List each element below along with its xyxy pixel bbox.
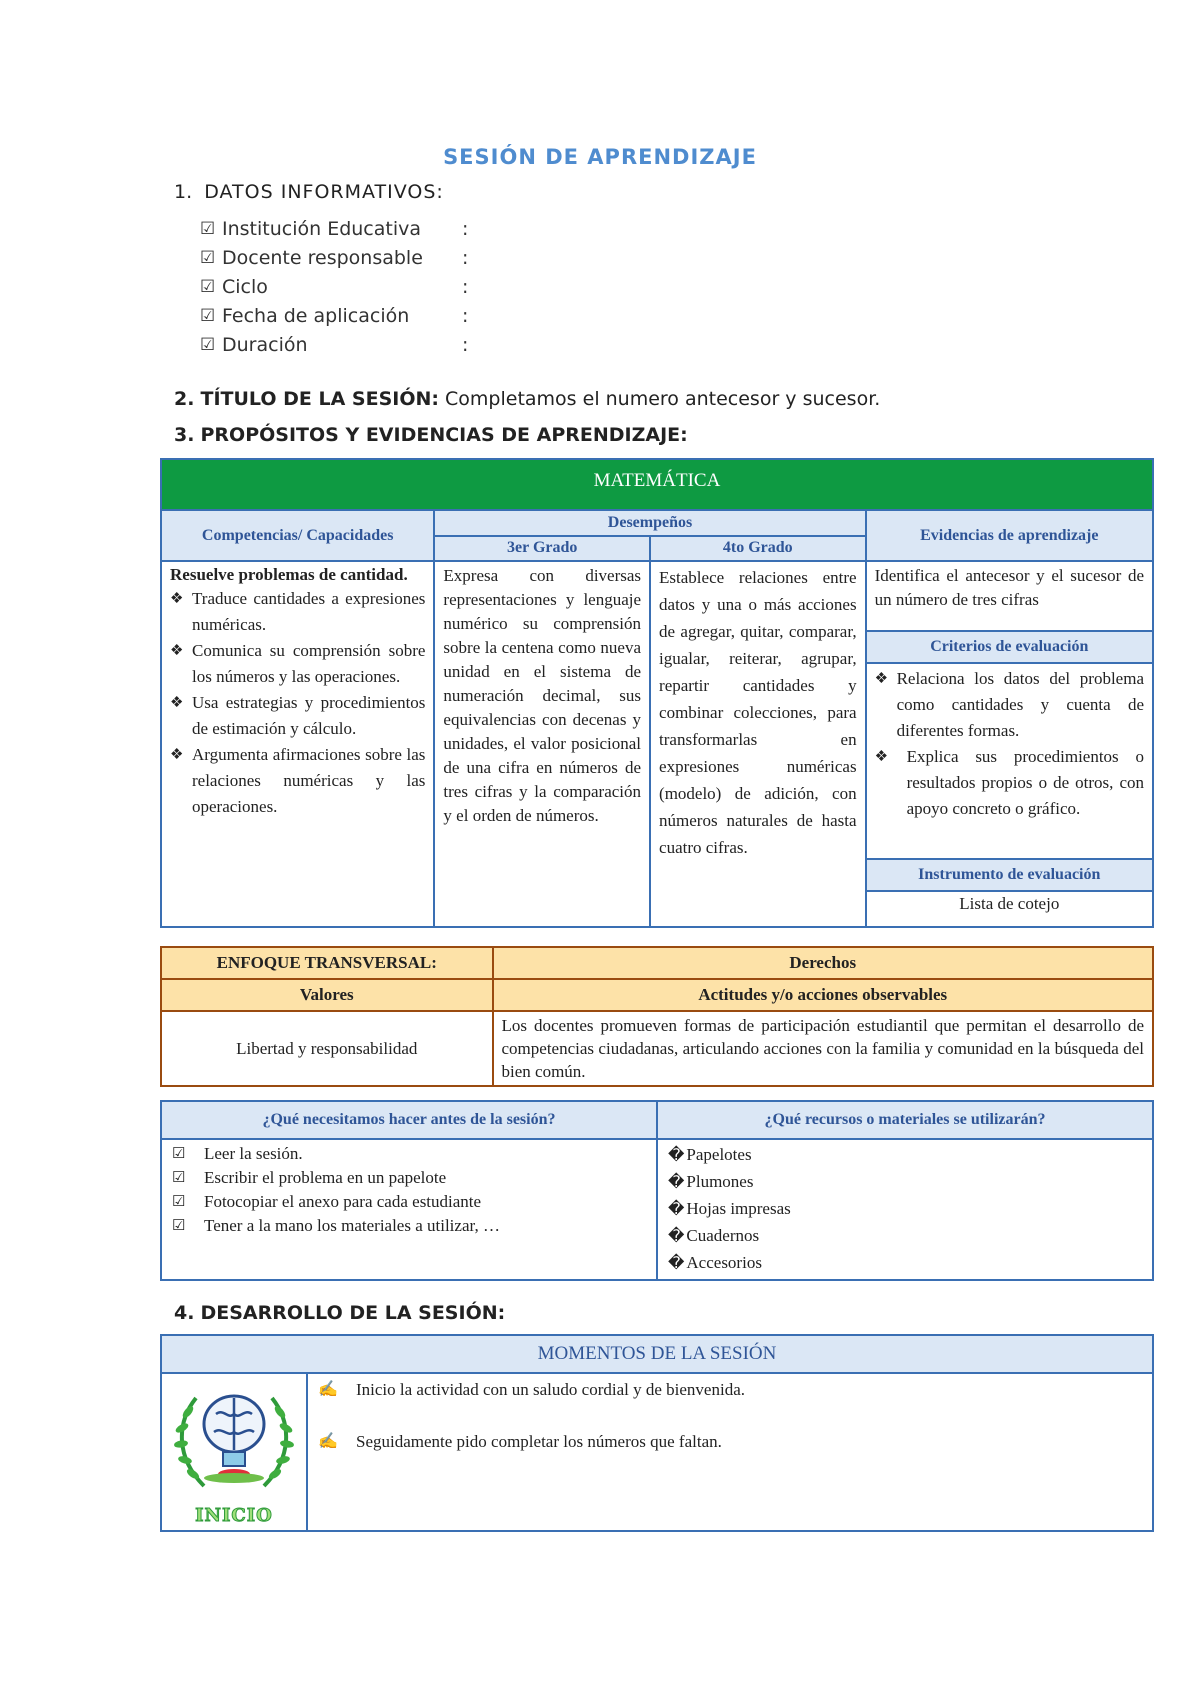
momentos-table [160,1334,1154,1532]
competencia-title: Resuelve problemas de cantidad. [170,565,408,584]
info-row [200,302,468,331]
grade-4-desempeno: Establece relaciones entre datos y una o más acciones de agregar, quitar, comparar, igualar, reiterar, agrupar, repartir cantidades y combinar colecciones, para transformarlas en expresiones numéricas (modelo) de adición, con números naturales de hasta cuatro cifras. [650,561,866,927]
missing-glyph-icon: � [668,1147,685,1164]
criterios-list [875,666,1144,822]
task-text: Tener a la mano los materiales a utilizar, … [204,1216,500,1235]
task-text: Escribir el problema en un papelote [204,1168,447,1187]
grade-4-header: 4to Grado [650,536,866,562]
info-separator: : [462,334,469,356]
info-separator: : [462,218,469,240]
material-item [668,1196,1144,1223]
info-row [200,273,468,302]
matematica-table [160,458,1154,928]
writing-hand-icon: ✍ [318,1433,338,1450]
session-title-value: Completamos el numero antecesor y sucesor. [445,388,881,410]
capacidad-item: ❖ Comunica su comprensión sobre los números y las operaciones. [170,638,425,690]
evidencias-header: Evidencias de aprendizaje [866,510,1153,561]
materials-header: ¿Qué recursos o materiales se utilizarán? [657,1101,1153,1139]
missing-glyph-icon: � [668,1174,685,1191]
task-item [172,1214,648,1238]
instrumento-header: Instrumento de evaluación [866,859,1153,891]
criterio-item: ❖ Relaciona los datos del problema como cantidades y cuenta de diferentes formas. [875,666,1144,744]
info-row [200,244,468,273]
material-item [668,1169,1144,1196]
section-1-label: DATOS INFORMATIVOS: [204,181,444,203]
checkbox-icon: ☑ [200,335,216,355]
inicio-logo-cell [161,1373,307,1531]
section-1-number: 1. [174,181,193,203]
info-row [200,215,468,244]
enfoque-table [160,946,1154,1087]
missing-glyph-icon: � [668,1201,685,1218]
material-item [668,1250,1144,1277]
valores-header: Valores [161,979,493,1011]
action-item [318,1430,1144,1454]
info-row [200,331,468,360]
valor-cell: Libertad y responsabilidad [161,1011,493,1086]
task-item [172,1142,648,1166]
competencias-header: Competencias/ Capacidades [161,510,434,561]
actitud-cell: Los docentes promueven formas de participación estudiantil que permitan el desarrollo de competencias ciudadanas, articulando acciones con la familia y comunidad en la búsqueda del bien común. [493,1011,1154,1086]
inicio-actions-cell [307,1373,1153,1531]
checkbox-icon: ☑ [172,1218,186,1234]
brain-bulb-logo [166,1378,302,1506]
checkbox-icon: ☑ [200,219,216,239]
evidencia-cell: Identifica el antecesor y el sucesor de un número de tres cifras [866,561,1153,631]
actitudes-header: Actitudes y/o acciones observables [493,979,1154,1011]
task-item [172,1166,648,1190]
writing-hand-icon: ✍ [318,1381,338,1398]
page-title: SESIÓN DE APRENDIZAJE [443,145,757,169]
checkbox-icon: ☑ [200,277,216,297]
before-session-list [172,1142,648,1238]
missing-glyph-icon: � [668,1228,685,1245]
material-text: Accesorios [686,1253,762,1272]
material-item [668,1142,1144,1169]
section-1-heading [174,181,444,203]
material-item [668,1223,1144,1250]
preparation-table [160,1100,1154,1281]
info-separator: : [462,276,469,298]
matematica-header: MATEMÁTICA [161,459,1153,510]
info-separator: : [462,305,469,327]
materials-cell [657,1139,1153,1280]
task-text: Leer la sesión. [204,1144,303,1163]
checkbox-icon: ☑ [172,1194,186,1210]
section-3-heading [174,424,688,446]
section-4-label: DESARROLLO DE LA SESIÓN: [200,1302,506,1324]
inicio-actions-list [318,1378,1144,1454]
material-text: Papelotes [686,1145,752,1164]
info-label: Duración [222,334,308,356]
task-item [172,1190,648,1214]
section-4-heading [174,1302,505,1324]
section-3-label: PROPÓSITOS Y EVIDENCIAS DE APRENDIZAJE: [200,424,688,446]
section-2-heading [174,388,880,410]
enfoque-value: Derechos [493,947,1154,979]
action-text: Inicio la actividad con un saludo cordial y de bienvenida. [356,1380,745,1399]
enfoque-label: ENFOQUE TRANSVERSAL: [161,947,493,979]
competencias-cell [161,561,434,927]
section-2-label: TÍTULO DE LA SESIÓN: [200,388,439,410]
info-label: Fecha de aplicación [222,305,410,327]
material-text: Cuadernos [686,1226,760,1245]
section-3-number: 3. [174,424,195,446]
material-text: Hojas impresas [686,1199,791,1218]
desempenos-header: Desempeños [434,510,865,536]
momentos-header: MOMENTOS DE LA SESIÓN [161,1335,1153,1373]
action-item [318,1378,1144,1402]
section-2-number: 2. [174,388,195,410]
before-session-cell [161,1139,657,1280]
action-text: Seguidamente pido completar los números que faltan. [356,1432,722,1451]
grade-3-header: 3er Grado [434,536,650,562]
material-text: Plumones [686,1172,754,1191]
info-label: Docente responsable [222,247,423,269]
checkbox-icon: ☑ [200,248,216,268]
grade-3-desempeno: Expresa con diversas representaciones y lenguaje numérico su comprensión sobre la centena como nueva unidad en el sistema de numeración decimal, sus equivalencias con decenas y unidades, el valor posicional de una cifra en números de tres cifras y la comparación y el orden de números. [434,561,650,927]
section-4-number: 4. [174,1302,195,1324]
inicio-logo-text: INICIO [195,1505,273,1526]
checkbox-icon: ☑ [172,1170,186,1186]
info-separator: : [462,247,469,269]
info-label: Institución Educativa [222,218,422,240]
criterios-header: Criterios de evaluación [866,631,1153,663]
info-list [200,215,468,360]
capacidad-item: ❖ Traduce cantidades a expresiones numéricas. [170,586,425,638]
task-text: Fotocopiar el anexo para cada estudiante [204,1192,482,1211]
before-session-header: ¿Qué necesitamos hacer antes de la sesión? [161,1101,657,1139]
instrumento-value: Lista de cotejo [866,891,1153,927]
capacidad-item: ❖ Argumenta afirmaciones sobre las relaciones numéricas y las operaciones. [170,742,425,820]
capacidades-list [170,586,425,820]
criterios-cell [866,663,1153,859]
criterio-item: ❖ Explica sus procedimientos o resultados propios o de otros, con apoyo concreto o gráfico. [875,744,1144,822]
checkbox-icon: ☑ [200,306,216,326]
missing-glyph-icon: � [668,1255,685,1272]
capacidad-item: ❖ Usa estrategias y procedimientos de estimación y cálculo. [170,690,425,742]
checkbox-icon: ☑ [172,1146,186,1162]
materials-list [668,1142,1144,1277]
info-label: Ciclo [222,276,268,298]
